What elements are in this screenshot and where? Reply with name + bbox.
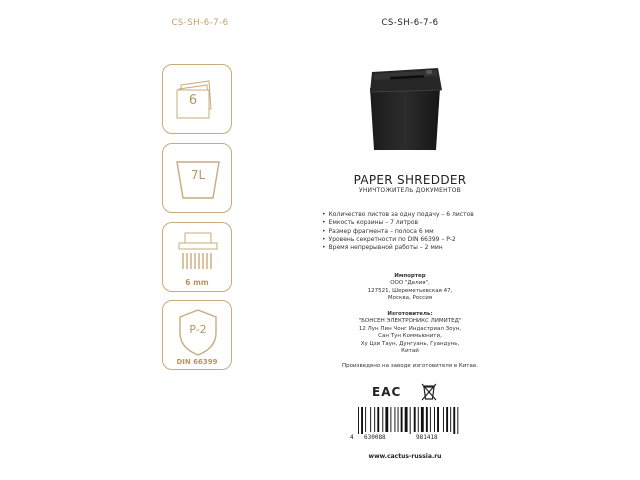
spec-item: • Уровень секретности по DIN 66399 – P-2 <box>322 236 474 244</box>
manufacturer-block <box>320 311 500 355</box>
product-subtitle: УНИЧТОЖИТЕЛЬ ДОКУМЕНТОВ <box>358 187 461 194</box>
strip-width-label: 6 mm <box>185 278 209 287</box>
sheet-capacity-card <box>162 64 232 134</box>
spec-item: • Количество листов за одну подачу – 6 листов <box>322 211 474 219</box>
model-code-right: CS-SH-6-7-6 <box>381 18 439 28</box>
importer-line: ООО "Делия", <box>390 280 430 287</box>
manufacturer-heading: Изготовитель: <box>387 311 433 317</box>
product-title: PAPER SHREDDER <box>353 173 467 187</box>
sheet-count-label: 6 <box>188 93 198 108</box>
barcode-digits-left: 630088 <box>364 434 386 441</box>
certification-marks <box>372 381 438 402</box>
manufacturer-line: Китай <box>401 348 419 355</box>
spec-item: • Размер фрагмента – полоса 6 мм <box>322 228 474 236</box>
eac-mark: EAC <box>372 384 402 399</box>
manufacturer-line: "БОНСЕН ЭЛЕКТРОНИКС ЛИМИТЕД" <box>358 318 462 325</box>
importer-line: Москва, Россия <box>387 295 433 302</box>
importer-line: 127521, Шереметьевская 47, <box>367 287 453 294</box>
model-code-left: CS-SH-6-7-6 <box>171 18 229 28</box>
spec-item: • Время непрерывной работы – 2 мин <box>322 244 474 252</box>
security-level-label: P-2 <box>189 323 207 336</box>
website-url: www.cactus-russia.ru <box>368 453 442 460</box>
spec-item: • Емкость корзины – 7 литров <box>322 219 474 227</box>
security-level-card <box>162 300 232 370</box>
bin-capacity-card <box>162 143 232 213</box>
manufacturer-line: Ху Цзи Таун, Дунгуань, Гуандунь, <box>360 340 460 347</box>
shredder-product-image <box>360 58 450 153</box>
bin-capacity-label: 7L <box>190 168 206 182</box>
weee-bin-icon <box>420 382 438 402</box>
manufacturer-line: Сан Тун Коммьюнити, <box>378 333 442 340</box>
barcode-digit-lead: 4 <box>350 434 354 441</box>
ean-barcode <box>348 405 466 441</box>
strip-cut-card <box>162 222 232 292</box>
importer-block <box>320 273 500 303</box>
barcode-digits-right: 981418 <box>416 434 438 441</box>
importer-heading: Импортер <box>394 273 426 279</box>
din-standard-label: DIN 66399 <box>176 358 218 366</box>
origin-note: Произведено на заводе изготовителя в Китае. <box>341 363 479 369</box>
spec-list <box>322 211 474 252</box>
manufacturer-line: 12 Лун Пин Чонг Индастриал Зоун, <box>358 325 462 332</box>
